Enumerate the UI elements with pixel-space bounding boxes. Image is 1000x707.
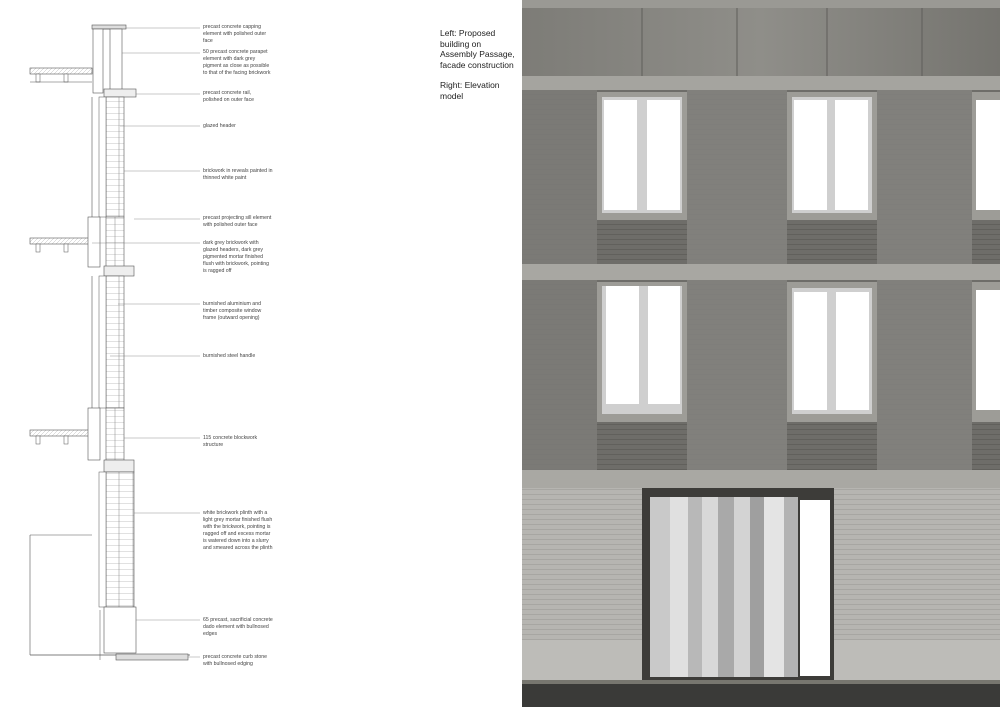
annotation-dark-brickwork: dark grey brickwork with glazed headers, dark grey pigmented mortar finished flush with brickwork, pointing is ragged off <box>203 240 270 274</box>
precast-rail <box>104 89 136 97</box>
annotation-glazed-header: glazed header <box>203 123 236 129</box>
floor-slab-1 <box>30 238 92 244</box>
capping-element <box>92 25 126 29</box>
white-brick-plinth <box>106 472 134 607</box>
annotation-window-frame: burnished aluminium and timber composite window frame (outward opening) <box>203 301 262 321</box>
dado-element <box>104 607 136 653</box>
caption-left: Left: Proposed building on Assembly Passage, facade construction <box>440 28 515 70</box>
ground-base <box>522 682 1000 707</box>
caption <box>440 28 520 111</box>
annotation-parapet: 50 precast concrete parapet element with dark grey pigment as close as possible to that of the facing brickwork <box>203 49 271 76</box>
annotation-sill: precast projecting sill element with polished outer face <box>203 215 272 228</box>
roof-slab <box>30 68 92 74</box>
folding-doors <box>650 497 830 677</box>
parapet-element <box>110 29 122 91</box>
parapet-inner <box>93 29 103 93</box>
annotation-rail: precast concrete rail, polished on outer face <box>203 90 255 103</box>
curb-stone <box>116 654 188 660</box>
parapet-band <box>522 0 1000 78</box>
annotation-capping: precast concrete capping element with polished outer face <box>203 24 267 44</box>
middle-brickwork <box>106 276 124 408</box>
annotation-curb: precast concrete curb stone with bullnosed edging <box>203 654 268 667</box>
annotation-handle: burnished steel handle <box>203 353 256 359</box>
annotation-blockwork: 115 concrete blockwork structure <box>203 435 258 448</box>
lower-sill <box>104 460 134 472</box>
sill-band-1 <box>522 264 1000 280</box>
elevation-model <box>522 0 1000 707</box>
rail-band <box>522 76 1000 90</box>
upper-brickwork <box>106 97 124 217</box>
floor-slab-0 <box>30 430 92 436</box>
annotation-reveals: brickwork in reveals painted in thinned white paint <box>203 168 273 181</box>
annotation-dado: 65 precast, sacrificial concrete dado element with bullnosed edges <box>203 617 273 637</box>
caption-right: Right: Elevation model <box>440 80 500 101</box>
elevation-model-photo <box>522 0 1000 707</box>
projecting-sill <box>104 266 134 276</box>
annotation-plinth: white brickwork plinth with a light grey mortar finished flush with the brickwork, pointing is ragged off and excess mortar is watered down into a slurry and smeared across the plinth <box>203 510 273 551</box>
sill-band-2 <box>522 470 1000 488</box>
